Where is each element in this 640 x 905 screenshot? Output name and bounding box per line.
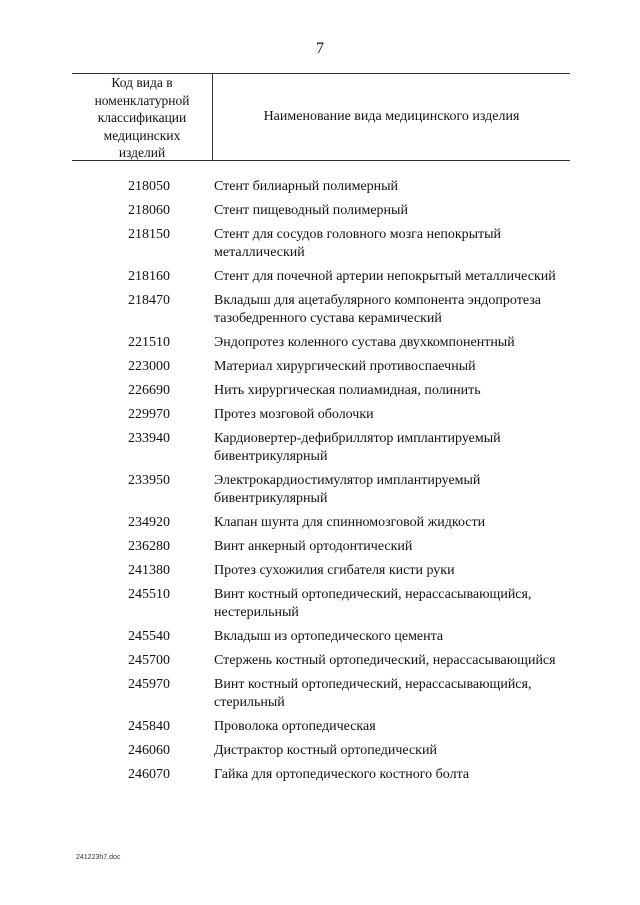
device-code: 223000 [128, 359, 170, 374]
device-code: 218050 [128, 179, 170, 194]
device-code: 226690 [128, 383, 170, 398]
device-code: 233940 [128, 431, 170, 446]
table-row [72, 382, 570, 400]
table-row [72, 628, 570, 646]
table-row [72, 292, 570, 328]
header-code-column [72, 74, 213, 160]
table-row [72, 652, 570, 670]
table-row [72, 538, 570, 556]
header-code-line: изделий [118, 145, 166, 160]
table-body [72, 178, 570, 790]
device-name: Электрокардиостимулятор имплантируемый бивентрикулярный [214, 473, 481, 506]
table-row [72, 334, 570, 352]
table-row [72, 226, 570, 262]
device-name: Вкладыш из ортопедического цемента [214, 629, 444, 644]
device-code: 236280 [128, 539, 170, 554]
table-row [72, 562, 570, 580]
device-name: Нить хирургическая полиамидная, полинить [214, 383, 481, 398]
device-code: 245840 [128, 719, 170, 734]
header-code-line: Код вида в [111, 75, 173, 90]
device-name: Стент пищеводный полимерный [214, 203, 408, 218]
device-name: Проволока ортопедическая [214, 719, 376, 734]
device-code: 246060 [128, 743, 170, 758]
device-code: 221510 [128, 335, 170, 350]
header-code-line: номенклатурной [94, 92, 190, 108]
device-code: 234920 [128, 515, 170, 530]
table-row [72, 586, 570, 622]
table-row [72, 766, 570, 784]
device-code: 245970 [128, 677, 170, 692]
device-name: Винт костный ортопедический, нерассасывающийся, нестерильный [214, 587, 532, 620]
table-row [72, 358, 570, 376]
device-code: 241380 [128, 563, 170, 578]
device-code: 218060 [128, 203, 170, 218]
device-code: 246070 [128, 767, 170, 782]
device-code: 245510 [128, 587, 170, 602]
device-name: Винт анкерный ортодонтический [214, 539, 413, 554]
device-code: 245700 [128, 653, 170, 668]
table-row [72, 268, 570, 286]
file-name-footer: 241223h7.doc [76, 854, 121, 861]
device-name: Стент для сосудов головного мозга непокрытый металлический [214, 227, 502, 260]
device-name: Дистрактор костный ортопедический [214, 743, 437, 758]
table-row [72, 742, 570, 760]
device-name: Стент билиарный полимерный [214, 179, 399, 194]
device-name: Клапан шунта для спинномозговой жидкости [214, 515, 486, 530]
table-row [72, 406, 570, 424]
table-row [72, 514, 570, 532]
table-row [72, 430, 570, 466]
device-name: Вкладыш для ацетабулярного компонента эндопротеза тазобедренного сустава керамический [214, 293, 541, 326]
device-name: Кардиовертер-дефибриллятор имплантируемый бивентрикулярный [214, 431, 501, 464]
device-code: 233950 [128, 473, 170, 488]
table-header [72, 73, 570, 161]
device-name: Винт костный ортопедический, нерассасывающийся, стерильный [214, 677, 532, 710]
header-name-column: Наименование вида медицинского изделия [263, 109, 520, 124]
table-row [72, 718, 570, 736]
header-code-line: классификации [97, 110, 187, 125]
device-name: Гайка для ортопедического костного болта [214, 767, 470, 782]
device-code: 245540 [128, 629, 170, 644]
device-name: Протез мозговой оболочки [214, 407, 374, 422]
device-code: 229970 [128, 407, 170, 422]
header-code-line: медицинских [103, 127, 181, 143]
table-row [72, 472, 570, 508]
device-name: Эндопротез коленного сустава двухкомпонентный [214, 335, 515, 350]
table-row [72, 202, 570, 220]
device-code: 218160 [128, 269, 170, 284]
table-row [72, 178, 570, 196]
table-row [72, 676, 570, 712]
device-name: Стент для почечной артерии непокрытый металлический [214, 269, 556, 284]
device-name: Стержень костный ортопедический, нерассасывающийся [214, 653, 556, 668]
page-number: 7 [316, 40, 324, 57]
device-code: 218150 [128, 227, 170, 242]
device-name: Протез сухожилия сгибателя кисти руки [214, 563, 455, 578]
device-code: 218470 [128, 293, 170, 308]
device-name: Материал хирургический противоспаечный [214, 359, 476, 374]
